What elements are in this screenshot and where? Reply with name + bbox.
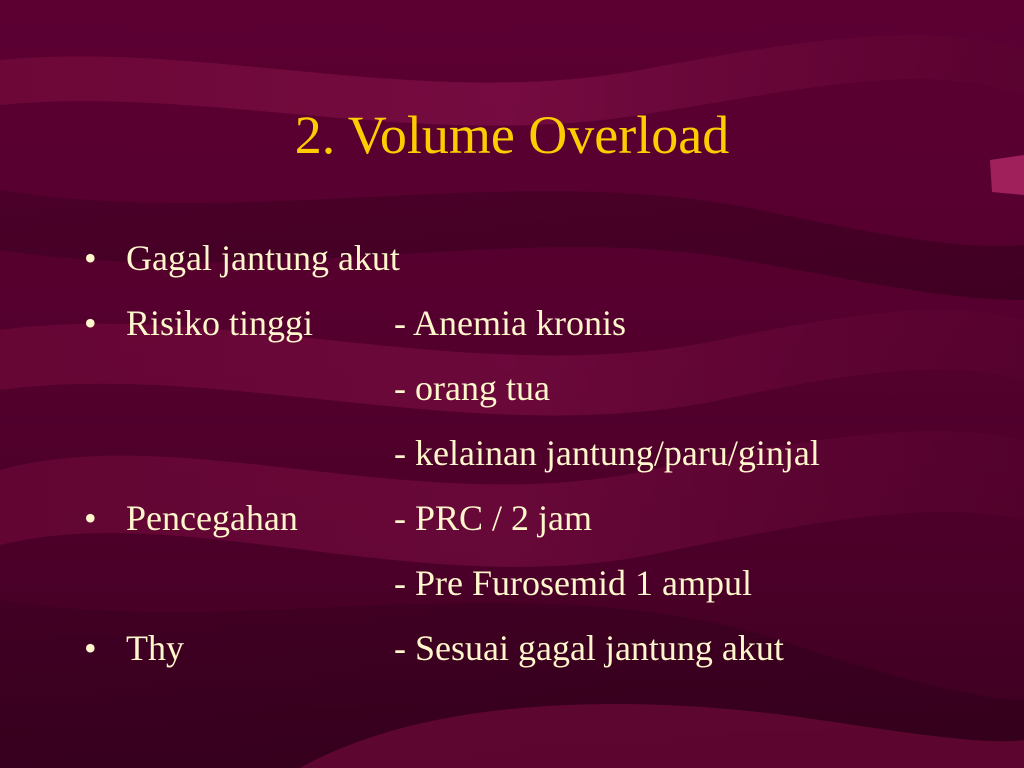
list-item xyxy=(84,226,984,291)
bullet-icon: • xyxy=(84,238,97,278)
slide-title: 2. Volume Overload xyxy=(294,105,730,165)
bullet-icon: • xyxy=(84,628,97,668)
slide-body xyxy=(84,226,984,681)
item-label: Pencegahan xyxy=(126,498,298,538)
list-item-continuation xyxy=(84,421,984,486)
list-item xyxy=(84,486,984,551)
item-value: - kelainan jantung/paru/ginjal xyxy=(394,433,820,473)
item-value: - Pre Furosemid 1 ampul xyxy=(394,563,752,603)
item-value: - Anemia kronis xyxy=(394,303,626,343)
item-value: - PRC / 2 jam xyxy=(394,498,593,538)
list-item-continuation xyxy=(84,551,984,616)
bullet-icon: • xyxy=(84,498,97,538)
list-item xyxy=(84,616,984,681)
item-label: Risiko tinggi xyxy=(126,303,314,343)
bullet-icon: • xyxy=(84,303,97,343)
list-item-continuation xyxy=(84,356,984,421)
list-item xyxy=(84,291,984,356)
item-label: Gagal jantung akut xyxy=(126,238,400,278)
item-label: Thy xyxy=(126,628,184,668)
item-value: - Sesuai gagal jantung akut xyxy=(394,628,784,668)
item-value: - orang tua xyxy=(394,368,550,408)
